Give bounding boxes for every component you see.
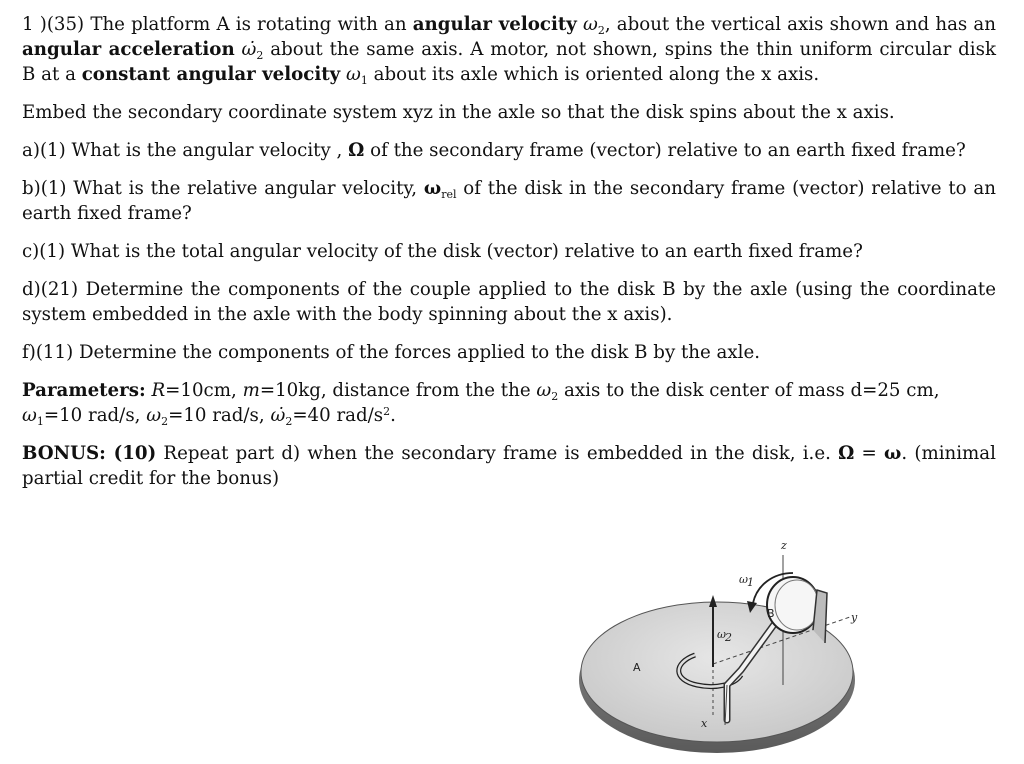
param-w1-value: =10 rad/s, bbox=[43, 405, 141, 426]
param-wdot2-value: =40 rad/s bbox=[292, 405, 384, 426]
label-x: x bbox=[701, 717, 708, 730]
label-omega2: ω bbox=[717, 628, 726, 641]
part-d: d)(21) Determine the components of the couple applied to the disk B by the axle (using the coordinate system embedded in the axle with the body spinning about the x axis). bbox=[22, 279, 996, 325]
param-omega2-subscript: 2 bbox=[551, 390, 559, 403]
bonus-omega-bold: ω bbox=[884, 443, 902, 464]
bonus-label: BONUS: (10) bbox=[22, 443, 157, 464]
part-a bbox=[22, 138, 996, 163]
label-B: B bbox=[767, 607, 775, 620]
omega2-symbol: ω bbox=[582, 14, 598, 35]
intro-text-a: The platform A is rotating with an bbox=[90, 14, 407, 35]
omega1-symbol: ω bbox=[346, 64, 361, 85]
part-b-rel-subscript: rel bbox=[441, 188, 457, 201]
param-w2-symbol: ω bbox=[146, 405, 162, 426]
param-w1-subscript: 1 bbox=[36, 415, 44, 428]
part-a-omega-capital: Ω bbox=[348, 140, 365, 161]
parameters bbox=[22, 378, 996, 428]
bonus bbox=[22, 441, 996, 491]
bold-angular-acceleration: angular acceleration bbox=[22, 39, 235, 60]
omegadot2-symbol: ω̇ bbox=[241, 39, 257, 60]
omegadot2-subscript: 2 bbox=[256, 49, 264, 62]
param-omega2-symbol: ω bbox=[536, 380, 552, 401]
part-b-text-a: b)(1) What is the relative angular velocity, bbox=[22, 178, 418, 199]
part-f: f)(11) Determine the components of the forces applied to the disk B by the axle. bbox=[22, 342, 761, 363]
param-m-value: =10kg, distance from the the bbox=[259, 380, 531, 401]
bonus-text-b: . (minimal partial credit for the bonus) bbox=[22, 443, 996, 489]
param-wdot2-symbol: ω̇ bbox=[270, 405, 286, 426]
figure-svg bbox=[545, 535, 865, 764]
intro-text-b: , about the vertical axis shown and has an bbox=[604, 14, 996, 35]
part-b-omega-bold: ω bbox=[423, 178, 442, 199]
bold-constant-angular-velocity: constant angular velocity bbox=[81, 64, 341, 85]
part-c: c)(1) What is the total angular velocity of the disk (vector) relative to an earth fixed frame? bbox=[22, 241, 863, 262]
bold-angular-velocity: angular velocity bbox=[412, 14, 577, 35]
param-distance: axis to the disk center of mass d=25 cm, bbox=[564, 380, 940, 401]
param-R-value: =10cm, bbox=[165, 380, 237, 401]
label-omega1: ω bbox=[739, 573, 748, 586]
part-b-text-b: of the disk in the secondary frame (vector) relative to an earth fixed frame? bbox=[22, 178, 996, 224]
omega1-subscript: 1 bbox=[360, 74, 368, 87]
bonus-omega-capital: Ω bbox=[838, 443, 855, 464]
label-omega1-sub: 1 bbox=[747, 576, 754, 589]
label-y: y bbox=[851, 611, 858, 624]
param-end: . bbox=[390, 405, 396, 426]
param-w2-subscript: 2 bbox=[161, 415, 169, 428]
label-A: A bbox=[633, 661, 641, 674]
problem-statement bbox=[22, 12, 996, 87]
param-wdot2-superscript: 2 bbox=[383, 405, 391, 418]
embed-statement: Embed the secondary coordinate system xyz in the axle so that the disk spins about the x axis. bbox=[22, 102, 895, 123]
param-w2-value: =10 rad/s, bbox=[168, 405, 265, 426]
param-w1-symbol: ω bbox=[22, 405, 37, 426]
problem-number: 1 )(35) bbox=[22, 14, 85, 35]
label-z: z bbox=[781, 539, 787, 552]
part-a-text-a: a)(1) What is the angular velocity , bbox=[22, 140, 343, 161]
platform-disk-figure bbox=[545, 535, 865, 764]
bonus-equals: = bbox=[861, 443, 877, 464]
part-b bbox=[22, 176, 996, 226]
omega2-arrowhead bbox=[709, 595, 717, 607]
intro-text-c: about the same axis. A motor, not shown, spins the thin uniform circular disk B at a bbox=[22, 39, 996, 85]
omega2-subscript: 2 bbox=[597, 24, 605, 37]
param-m: m bbox=[242, 380, 260, 401]
label-omega2-sub: 2 bbox=[725, 631, 732, 644]
param-R: R bbox=[151, 380, 166, 401]
param-wdot2-subscript: 2 bbox=[285, 415, 293, 428]
part-a-text-b: of the secondary frame (vector) relative to an earth fixed frame? bbox=[370, 140, 966, 161]
intro-text-d: about its axle which is oriented along the x axis. bbox=[373, 64, 820, 85]
bonus-text-a: Repeat part d) when the secondary frame is embedded in the disk, i.e. bbox=[163, 443, 831, 464]
parameters-label: Parameters: bbox=[22, 380, 146, 401]
problem-page bbox=[22, 12, 996, 504]
